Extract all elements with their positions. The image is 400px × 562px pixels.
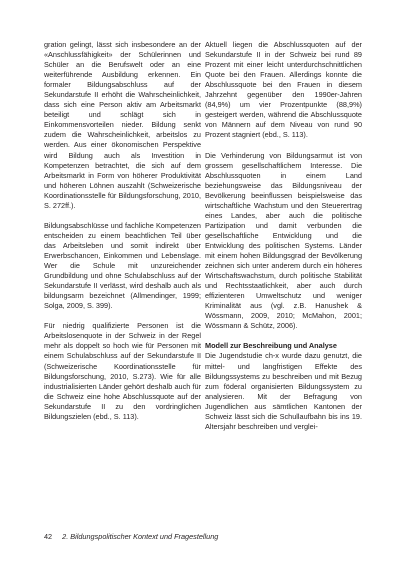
left-column xyxy=(44,40,201,422)
body-paragraph: Die Jugendstudie ch-x wurde dazu genutzt, die mittel- und langfristigen Effekte des Bildungssystems zu beschreiben und mit Bezug zum föderal organisierten Bildungssystem zu analysieren. Mit der Befragung von Jugendlichen aus sämtlichen Kantonen der Schweiz lässt sich die Schullaufbahn bis ins 19. Altersjahr beschreiben und verglei- xyxy=(205,351,362,431)
running-title: 2. Bildungspolitischer Kontext und Fragestellung xyxy=(62,532,219,541)
body-paragraph: gration gelingt, lässt sich insbesondere an der «Anschlussfähigkeit» der Schülerinnen und Schüler an die Berufswelt oder an eine weiterführende Ausbildung erkennen. Ein formaler Bildungsabschluss auf der Sekundarstufe II erhöht die Wahrscheinlichkeit, dass sich eine Person aktiv am Arbeitsmarkt beteiligt und schlägt sich in Einkommensvorteilen nieder. Bildung senkt zudem die Wahrscheinlichkeit, arbeitslos zu werden. Aus einer ökonomischen Perspektive wird Bildung auch als Investition in Kompetenzen betrachtet, die sich auf dem Arbeitsmarkt in Form von höherer Produktivität und höheren Löhnen auszahlt (Schweizerische Koordinationsstelle für Bildungsforschung, 2010, S. 272ff.). xyxy=(44,40,201,210)
page-footer xyxy=(44,532,218,542)
body-paragraph: Aktuell liegen die Abschlussquoten auf der Sekundarstufe II in der Schweiz bei rund 89 Prozent mit einer leicht unterdurchschnittlichen Quote bei den Frauen. Allerdings konnte die Abschlussquote bei den Frauen in diesem Jahrzehnt gegenüber den 1990er-Jahren (84,9%) um vier Prozentpunkte (88,9%) gesteigert werden, während die Abschlussquote von Männern auf dem Niveau von rund 90 Prozent stagniert (ebd., S. 113). xyxy=(205,40,362,140)
page-number: 42 xyxy=(44,532,53,541)
section-heading: Modell zur Beschreibung und Analyse xyxy=(205,341,337,351)
body-paragraph: Bildungsabschlüsse und fachliche Kompetenzen entscheiden zu einem beachtlichen Teil über das Arbeitsleben und somit indirekt über Erwerbschancen, Einkommen und Lebenslage. Wer die Schule mit unzureichender Grundbildung und ohne Schulabschluss auf der Sekundarstufe II verlässt, wird deshalb auch als bildungsarm bezeichnet (Allmendinger, 1999; Solga, 2009, S. 399). xyxy=(44,220,201,311)
body-paragraph: Die Verhinderung von Bildungsarmut ist von grossem gesellschaftlichem Interesse. Die Abschlussquoten in einem Land beziehungsweise das Bildungsniveau der Bevölkerung beeinflussen beispielsweise das wirtschaftliche Wachstum und den Steuerertrag eines Landes, aber auch die politische Partizipation und damit verbunden die gesellschaftliche Entwicklung und die Entwicklung des politischen Systems. Länder mit einem hohen Bildungsgrad der Bevölkerung zeichnen sich unter anderem durch ein höheres Wirtschaftswachstum, durch politische Stabilität und Rechtsstaatlichkeit, aber auch durch effizienteren Umweltschutz und weniger Kriminalität aus (vgl. z.B. Hanushek & Wössmann, 2009, 2010; McMahon, 2001; Wössmann & Schütz, 2006). xyxy=(205,150,362,331)
right-column xyxy=(205,40,362,432)
body-paragraph: Für niedrig qualifizierte Personen ist die Arbeitslosenquote in der Schweiz in der Regel mehr als doppelt so hoch wie für Personen mit einem Schulabschluss auf der Sekundarstufe II (Schweizerische Koordinationsstelle für Bildungsforschung, 2010, S.273). Wie für alle industrialisierten Länder gehört deshalb auch für die Schweiz eine hohe Abschlussquote auf der Sekundarstufe II zu den vordringlichen Bildungszielen (ebd., S. 113). xyxy=(44,321,201,421)
